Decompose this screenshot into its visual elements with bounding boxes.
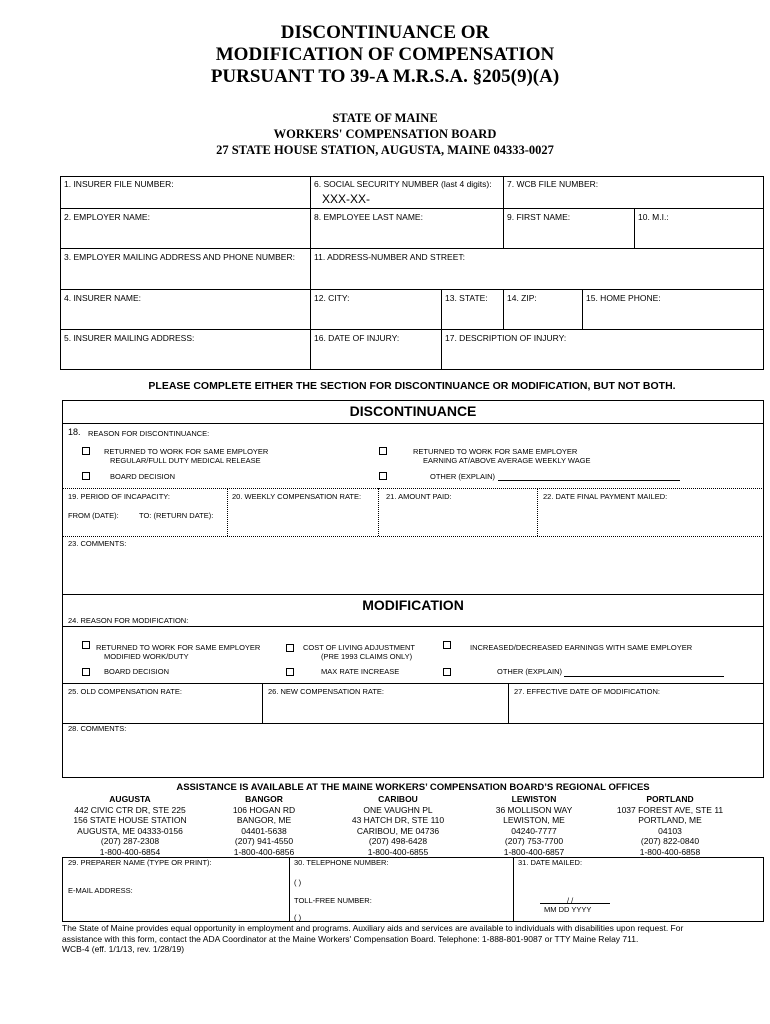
office-tollfree: 1-800-400-6858 [639, 846, 701, 857]
disc-other-explain-line[interactable] [498, 471, 680, 481]
form-id: WCB-4 (eff. 1/1/13, rev. 1/28/19) [62, 944, 185, 954]
date-format-hint: MM DD YYYY [544, 905, 592, 914]
mod-cola-checkbox[interactable] [286, 644, 294, 652]
mod-rtw-modified-checkbox[interactable] [82, 641, 90, 649]
employee-last-name-label: 8. EMPLOYEE LAST NAME: [314, 212, 423, 222]
office-line: 442 CIVIC CTR DR, STE 225 [74, 804, 186, 815]
old-comp-rate-label: 25. OLD COMPENSATION RATE: [68, 687, 182, 696]
reason-18-number: 18. [68, 427, 81, 437]
first-name-label: 9. FIRST NAME: [507, 212, 571, 222]
assistance-heading: ASSISTANCE IS AVAILABLE AT THE MAINE WORKERS’ COMPENSATION BOARD’S REGIONAL OFFICES [176, 782, 650, 793]
mod-opt1-line1: RETURNED TO WORK FOR SAME EMPLOYER [96, 643, 261, 652]
telephone-paren[interactable]: ( ) [294, 878, 302, 887]
agency-state: STATE OF MAINE [332, 111, 438, 125]
office-portland [602, 794, 738, 857]
mod-opt2-line1: COST OF LIVING ADJUSTMENT [303, 643, 415, 652]
office-line: BANGOR, ME [236, 815, 292, 825]
office-name: BANGOR [245, 794, 283, 804]
date-slashes[interactable]: / / [567, 896, 574, 905]
middle-initial-label: 10. M.I.: [638, 212, 669, 222]
office-bangor [198, 794, 330, 857]
disc-opt2-line2: EARNING AT/ABOVE AVERAGE WEEKLY WAGE [423, 456, 591, 465]
office-line: 1037 FOREST AVE, STE 11 [616, 804, 724, 815]
disc-opt3: BOARD DECISION [110, 472, 176, 481]
ssn-value[interactable]: XXX-XX- [322, 192, 371, 206]
mod-opt3: INCREASED/DECREASED EARNINGS WITH SAME EMPLOYER [470, 643, 693, 652]
telephone-label: 30. TELEPHONE NUMBER: [294, 858, 389, 867]
ssn-label: 6. SOCIAL SECURITY NUMBER (last 4 digits): [314, 179, 492, 189]
title-line-1: DISCONTINUANCE OR [280, 22, 490, 43]
amount-paid-label: 21. AMOUNT PAID: [386, 492, 452, 501]
state-label: 13. STATE: [445, 293, 488, 303]
mod-opt4: BOARD DECISION [104, 667, 170, 676]
mod-max-rate-checkbox[interactable] [286, 668, 294, 676]
notice-line-2: assistance with this form, contact the ADA Coordinator at the Maine Workers' Compensation Board. Telephone: 1-888-801-9087 or TTY Maine Relay 711. [62, 933, 639, 944]
office-tollfree: 1-800-400-6856 [233, 846, 295, 857]
mod-comments-label: 28. COMMENTS: [68, 724, 127, 733]
disc-opt2-line1: RETURNED TO WORK FOR SAME EMPLOYER [413, 447, 578, 456]
modification-heading: MODIFICATION [362, 597, 464, 613]
wcb-file-number-label: 7. WCB FILE NUMBER: [507, 179, 599, 189]
title-line-3: PURSUANT TO 39-A M.R.S.A. §205(9)(A) [210, 66, 560, 87]
office-phone: (207) 941-4550 [234, 836, 294, 846]
employer-address-label: 3. EMPLOYER MAILING ADDRESS AND PHONE NUMBER: [64, 252, 295, 262]
disc-other-checkbox[interactable] [379, 472, 387, 480]
office-name: CARIBOU [378, 794, 418, 804]
office-tollfree: 1-800-400-6855 [367, 846, 429, 857]
form-title [0, 22, 770, 88]
office-line: 106 HOGAN RD [232, 804, 296, 815]
agency-address: 27 STATE HOUSE STATION, AUGUSTA, MAINE 04333-0027 [216, 143, 554, 157]
mod-other-checkbox[interactable] [443, 668, 451, 676]
city-label: 12. CITY: [314, 293, 350, 303]
date-mailed-label: 31. DATE MAILED: [518, 858, 583, 867]
injury-description-label: 17. DESCRIPTION OF INJURY: [445, 333, 567, 343]
agency-header [0, 110, 770, 158]
disc-rtw-avg-wage-checkbox[interactable] [379, 447, 387, 455]
office-tollfree: 1-800-400-6857 [503, 846, 565, 857]
preparer-name-label: 29. PREPARER NAME (TYPE OR PRINT): [68, 858, 212, 867]
email-label: E-MAIL ADDRESS: [68, 886, 133, 895]
office-line: 43 HATCH DR, STE 110 [351, 815, 445, 825]
to-date-label: TO: (RETURN DATE): [139, 511, 214, 520]
new-comp-rate-label: 26. NEW COMPENSATION RATE: [268, 687, 384, 696]
reason-modification-label: 24. REASON FOR MODIFICATION: [68, 616, 189, 625]
office-phone: (207) 287-2308 [100, 836, 160, 846]
office-line: AUGUSTA, ME 04333-0156 [77, 825, 183, 836]
office-lewiston [466, 794, 602, 857]
office-augusta [62, 794, 198, 857]
office-line: 04240-7777 [511, 825, 557, 836]
disc-opt1-line2: REGULAR/FULL DUTY MEDICAL RELEASE [110, 456, 261, 465]
street-address-label: 11. ADDRESS-NUMBER AND STREET: [314, 252, 465, 262]
home-phone-label: 15. HOME PHONE: [586, 293, 661, 303]
mod-board-decision-checkbox[interactable] [82, 668, 90, 676]
office-line: ONE VAUGHN PL [363, 804, 433, 815]
office-phone: (207) 498-6428 [368, 836, 428, 846]
instruction-text: PLEASE COMPLETE EITHER THE SECTION FOR DISCONTINUANCE OR MODIFICATION, BUT NOT BOTH. [148, 380, 676, 392]
mod-opt1-line2: MODIFIED WORK/DUTY [104, 652, 189, 661]
office-line: PORTLAND, ME [638, 815, 702, 825]
reason-discontinuance-label: REASON FOR DISCONTINUANCE: [88, 429, 210, 438]
office-line: LEWISTON, ME [503, 815, 565, 825]
weekly-comp-rate-label: 20. WEEKLY COMPENSATION RATE: [232, 492, 362, 501]
office-name: LEWISTON [511, 794, 557, 804]
title-line-2: MODIFICATION OF COMPENSATION [215, 44, 555, 65]
notice-line-1: The State of Maine provides equal opportunity in employment and programs. Auxiliary aids and services are available to individuals with disabilities upon request. For [62, 923, 684, 933]
final-payment-date-label: 22. DATE FINAL PAYMENT MAILED: [543, 492, 668, 501]
disc-board-decision-checkbox[interactable] [82, 472, 90, 480]
office-line: 04401-5638 [241, 825, 287, 836]
zip-label: 14. ZIP: [507, 293, 537, 303]
mod-opt5: MAX RATE INCREASE [321, 667, 400, 676]
disc-opt1-line1: RETURNED TO WORK FOR SAME EMPLOYER [104, 447, 269, 456]
mod-earnings-checkbox[interactable] [443, 641, 451, 649]
office-line: 36 MOLLISON WAY [495, 804, 573, 815]
office-line: CARIBOU, ME 04736 [356, 825, 440, 836]
insurer-mailing-address-label: 5. INSURER MAILING ADDRESS: [64, 333, 195, 343]
effective-date-label: 27. EFFECTIVE DATE OF MODIFICATION: [514, 687, 660, 696]
employer-name-label: 2. EMPLOYER NAME: [64, 212, 150, 222]
insurer-name-label: 4. INSURER NAME: [64, 293, 141, 303]
office-name: AUGUSTA [109, 794, 151, 804]
agency-board: WORKERS' COMPENSATION BOARD [273, 127, 497, 141]
tollfree-label: TOLL-FREE NUMBER: [294, 896, 372, 905]
mod-opt6: OTHER (EXPLAIN) [497, 667, 563, 676]
office-caribou [330, 794, 466, 857]
period-incapacity-label: 19. PERIOD OF INCAPACITY: [68, 492, 170, 501]
insurer-file-number-label: 1. INSURER FILE NUMBER: [64, 179, 174, 189]
mod-opt2-line2: (PRE 1993 CLAIMS ONLY) [321, 652, 413, 661]
office-tollfree: 1-800-400-6854 [99, 846, 161, 857]
office-phone: (207) 822-0840 [640, 836, 700, 846]
office-name: PORTLAND [646, 794, 694, 804]
disc-comments-label: 23. COMMENTS: [68, 539, 127, 548]
office-line: 04103 [658, 825, 682, 836]
date-of-injury-label: 16. DATE OF INJURY: [314, 333, 400, 343]
office-phone: (207) 753-7700 [504, 836, 564, 846]
tollfree-paren[interactable]: ( ) [294, 913, 302, 922]
ada-notice [62, 923, 762, 955]
from-date-label: FROM (DATE): [68, 511, 119, 520]
disc-opt4: OTHER (EXPLAIN) [430, 472, 496, 481]
mod-other-explain-line[interactable] [564, 667, 724, 677]
disc-rtw-full-duty-checkbox[interactable] [82, 447, 90, 455]
discontinuance-heading: DISCONTINUANCE [349, 403, 477, 419]
office-line: 156 STATE HOUSE STATION [73, 815, 187, 825]
